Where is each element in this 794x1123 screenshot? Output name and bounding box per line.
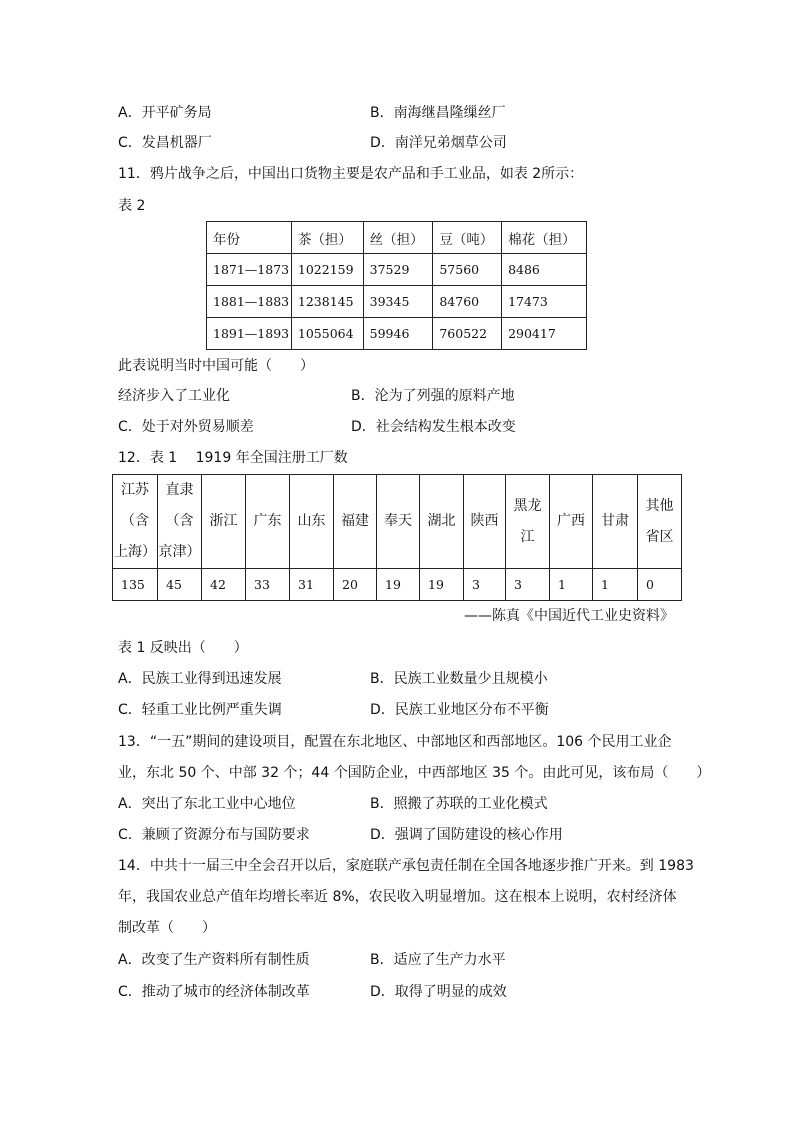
table-header-cell: 陕西 [464, 475, 506, 569]
table-cell: 1881—1883 [207, 286, 292, 318]
table-header-cell [158, 475, 202, 569]
q11-export-table [206, 221, 587, 350]
table-cell: 37529 [363, 254, 433, 286]
q12-option-b: B．民族工业数量少且规模小 [370, 671, 548, 687]
q12-question: 表 1 反映出（ ） [118, 640, 248, 656]
header-line: 直隶 [165, 482, 194, 498]
q11-table-label: 表 2 [118, 198, 146, 214]
table-header-row [113, 475, 682, 569]
q12-caption: 12．表 1 1919 年全国注册工厂数 [118, 450, 348, 466]
table-header-cell: 山东 [290, 475, 334, 569]
q10-option-d: D．南洋兄弟烟草公司 [370, 135, 507, 151]
table-header-cell: 豆（吨） [433, 222, 502, 254]
header-line: （含 [121, 513, 149, 529]
table-header-cell [638, 475, 682, 569]
q12-source: ——陈真《中国近代工业史资料》 [464, 608, 674, 624]
table-row [113, 569, 682, 601]
table-header-cell: 丝（担） [363, 222, 433, 254]
table-cell: 19 [420, 569, 464, 601]
table-header-cell: 茶（担） [291, 222, 363, 254]
q14-stem-line3: 制改革（ ） [118, 920, 216, 936]
table-header-cell: 湖北 [420, 475, 464, 569]
table-cell: 1891—1893 [207, 318, 292, 350]
table-row [207, 254, 587, 286]
header-line: 其他 [645, 497, 674, 514]
q13-option-a: A．突出了东北工业中心地位 [118, 796, 296, 812]
q10-option-a: A．开平矿务局 [118, 105, 212, 121]
table-cell: 1871—1873 [207, 254, 292, 286]
table-header-cell: 年份 [207, 222, 292, 254]
q14-stem-line1: 14．中共十一届三中全会召开以后，家庭联产承包责任制在全国各地逐步推广开来。到 1983 [118, 858, 694, 874]
q11-option-c: C．处于对外贸易顺差 [118, 419, 254, 435]
table-cell: 3 [464, 569, 506, 601]
q11-option-d: D．社会结构发生根本改变 [351, 419, 516, 435]
header-line: 江 [520, 528, 535, 545]
q11-option-b: B．沦为了列强的原料产地 [351, 388, 515, 404]
q11-stem: 11．鸦片战争之后，中国出口货物主要是农产品和手工业品，如表 2所示： [118, 166, 584, 182]
table-cell: 135 [113, 569, 158, 601]
table-cell: 1 [550, 569, 593, 601]
header-line: （含 [165, 513, 194, 529]
table-header-cell: 棉花（担） [502, 222, 587, 254]
table-cell: 1055064 [291, 318, 363, 350]
table-row [207, 286, 587, 318]
q11-option-a: 经济步入了工业化 [118, 388, 230, 404]
table-cell: 1238145 [291, 286, 363, 318]
header-line: 省区 [645, 528, 674, 545]
table-cell: 39345 [363, 286, 433, 318]
table-cell: 84760 [433, 286, 502, 318]
table-cell: 290417 [502, 318, 587, 350]
table-header-cell: 福建 [334, 475, 377, 569]
q14-option-b: B．适应了生产力水平 [370, 952, 506, 968]
table-cell: 31 [290, 569, 334, 601]
header-line: 京津） [158, 544, 201, 560]
header-line: 上海） [114, 544, 156, 560]
table-cell: 33 [246, 569, 290, 601]
q14-option-a: A．改变了生产资料所有制性质 [118, 952, 310, 968]
q14-option-d: D．取得了明显的成效 [370, 984, 507, 1000]
table-cell: 1 [593, 569, 638, 601]
q12-option-a: A．民族工业得到迅速发展 [118, 671, 282, 687]
q13-stem-line1: 13．“一五”期间的建设项目，配置在东北地区、中部地区和西部地区。106 个民用工业企 [118, 734, 672, 750]
table-header-row [207, 222, 587, 254]
table-cell: 3 [506, 569, 550, 601]
table-header-cell: 浙江 [202, 475, 246, 569]
table-cell: 760522 [433, 318, 502, 350]
q14-stem-line2: 年，我国农业总产值年均增长率近 8%，农民收入明显增加。这在根本上说明，农村经济体 [118, 889, 677, 905]
q10-option-b: B．南海继昌隆缫丝厂 [370, 105, 506, 121]
table-cell: 19 [377, 569, 420, 601]
table-cell: 8486 [502, 254, 587, 286]
q13-stem-line2: 业，东北 50 个、中部 32 个；44 个国防企业，中西部地区 35 个。由此可见，该布局（ ） [118, 765, 711, 781]
table-header-cell [506, 475, 550, 569]
table-header-cell [113, 475, 158, 569]
q10-option-c: C．发昌机器厂 [118, 135, 212, 151]
table-cell: 1022159 [291, 254, 363, 286]
q13-option-c: C．兼顾了资源分布与国防要求 [118, 827, 310, 843]
table-cell: 17473 [502, 286, 587, 318]
q14-option-c: C．推动了城市的经济体制改革 [118, 984, 310, 1000]
table-cell: 0 [638, 569, 682, 601]
q13-option-d: D．强调了国防建设的核心作用 [370, 827, 563, 843]
table-header-cell: 奉天 [377, 475, 420, 569]
table-header-cell: 广东 [246, 475, 290, 569]
table-cell: 57560 [433, 254, 502, 286]
header-line: 江苏 [121, 482, 149, 498]
table-cell: 45 [158, 569, 202, 601]
table-cell: 20 [334, 569, 377, 601]
table-cell: 42 [202, 569, 246, 601]
q13-option-b: B．照搬了苏联的工业化模式 [370, 796, 548, 812]
header-line: 黑龙 [513, 497, 542, 514]
q12-option-d: D．民族工业地区分布不平衡 [370, 702, 549, 718]
table-header-cell: 甘肃 [593, 475, 638, 569]
table-cell: 59946 [363, 318, 433, 350]
q11-question: 此表说明当时中国可能（ ） [118, 358, 314, 374]
table-header-cell: 广西 [550, 475, 593, 569]
q12-factory-table [112, 474, 682, 601]
table-row [207, 318, 587, 350]
q12-option-c: C．轻重工业比例严重失调 [118, 702, 282, 718]
